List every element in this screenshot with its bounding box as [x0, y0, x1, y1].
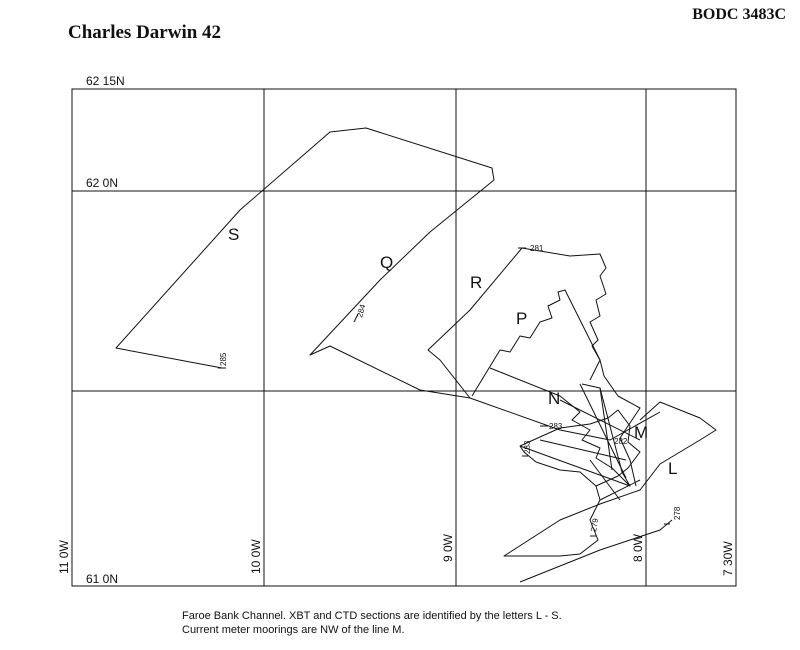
track-section-s [116, 128, 660, 440]
track-section-m [520, 410, 640, 486]
track-section-p [472, 290, 600, 396]
section-letter-q: Q [380, 253, 394, 272]
station-number: 285 [219, 352, 228, 366]
station-number: 283 [549, 422, 563, 431]
figure-caption [182, 609, 702, 637]
lat-label-62-0n: 62 0N [86, 176, 119, 190]
lon-label-9w: 9 0W [441, 533, 455, 562]
bodc-reference: BODC 3483C [692, 6, 786, 23]
lat-label-62-15n: 62 15N [86, 74, 125, 88]
station-number: 282 [614, 437, 628, 446]
station-ticks [218, 248, 670, 536]
station-number: 284 [355, 303, 368, 319]
section-letter-s: S [228, 225, 240, 244]
station-number: 278 [673, 506, 682, 520]
section-letter-p: P [516, 309, 528, 328]
section-letter-r: R [470, 273, 483, 292]
section-letter-n: N [548, 389, 561, 408]
lon-label-8w: 8 0W [631, 533, 645, 562]
track-section-r [428, 248, 640, 486]
lon-label-10w: 10 0W [249, 539, 263, 574]
station-number: 279 [589, 517, 601, 533]
lat-label-61-0n: 61 0N [86, 572, 119, 586]
section-letter-l: L [668, 459, 678, 478]
map-frame [72, 89, 736, 586]
lon-label-11w: 11 0W [57, 540, 71, 574]
caption-line-2: Current meter moorings are NW of the line M. [182, 624, 405, 636]
station-number: 283 [523, 440, 532, 454]
station-number: 281 [530, 244, 544, 253]
cruise-title: Charles Darwin 42 [68, 22, 222, 43]
caption-line-1: Faroe Bank Channel. XBT and CTD sections are identified by the letters L - S. [182, 610, 562, 622]
lon-label-7-30w: 7 30W [721, 541, 735, 576]
section-letter-m: M [634, 423, 649, 442]
map-border [72, 89, 736, 586]
cruise-track [116, 128, 716, 582]
